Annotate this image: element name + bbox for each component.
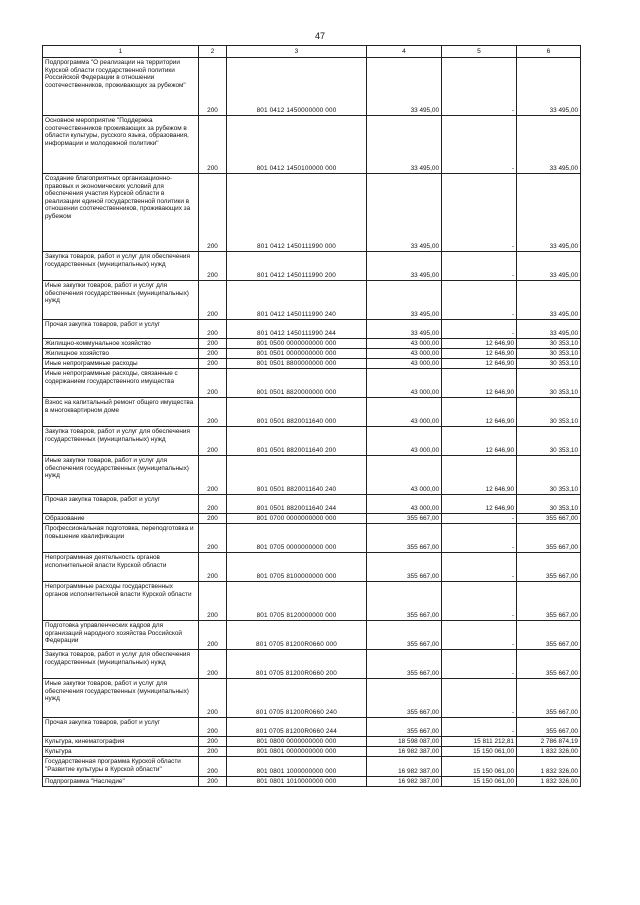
row-amount-cell: 355 667,00 <box>367 679 442 718</box>
row-col2-cell: 200 <box>199 621 227 650</box>
row-code-cell: 801 0705 81200R0660 244 <box>227 718 367 737</box>
row-code-cell: 801 0705 8120000000 000 <box>227 582 367 621</box>
row-name-cell: Непрограммные расходы государственных органов исполнительной власти Курской области <box>43 582 199 621</box>
row-remaining-cell: 30 353,10 <box>517 369 581 398</box>
row-code-cell: 801 0801 1010000000 000 <box>227 777 367 787</box>
row-remaining-cell: 30 353,10 <box>517 495 581 514</box>
row-code-cell: 801 0801 0000000000 000 <box>227 747 367 757</box>
row-code-cell: 801 0800 0000000000 000 <box>227 737 367 747</box>
table-row <box>43 514 581 524</box>
row-name-cell: Жилищно-коммунальное хозяйство <box>43 339 199 349</box>
row-name-cell: Культура <box>43 747 199 757</box>
row-amount-cell: 16 982 387,00 <box>367 747 442 757</box>
row-amount-cell: 43 000,00 <box>367 369 442 398</box>
row-name-cell: Иные непрограммные расходы <box>43 359 199 369</box>
row-amount-cell: 33 495,00 <box>367 116 442 174</box>
row-remaining-cell: 1 832 326,00 <box>517 747 581 757</box>
row-name-cell: Закупка товаров, работ и услуг для обеспечения государственных (муниципальных) нужд <box>43 427 199 456</box>
table-row <box>43 252 581 281</box>
table-row <box>43 718 581 737</box>
row-executed-cell: - <box>442 281 517 320</box>
row-executed-cell: - <box>442 621 517 650</box>
row-amount-cell: 43 000,00 <box>367 495 442 514</box>
row-remaining-cell: 33 495,00 <box>517 58 581 116</box>
row-code-cell: 801 0412 1450100000 000 <box>227 116 367 174</box>
row-col2-cell: 200 <box>199 582 227 621</box>
page-number: 47 <box>314 31 325 41</box>
row-name-cell: Профессиональная подготовка, переподготовка и повышение квалификации <box>43 524 199 553</box>
row-executed-cell: - <box>442 514 517 524</box>
row-amount-cell: 33 495,00 <box>367 174 442 252</box>
row-code-cell: 801 0501 0000000000 000 <box>227 349 367 359</box>
table-row <box>43 58 581 116</box>
row-amount-cell: 33 495,00 <box>367 58 442 116</box>
row-code-cell: 801 0801 1000000000 000 <box>227 757 367 777</box>
table-row <box>43 174 581 252</box>
table-row <box>43 524 581 553</box>
table-row <box>43 320 581 339</box>
table-row <box>43 737 581 747</box>
row-executed-cell: - <box>442 252 517 281</box>
table-row <box>43 679 581 718</box>
column-header: 2 <box>199 46 227 58</box>
row-remaining-cell: 355 667,00 <box>517 582 581 621</box>
row-code-cell: 801 0705 81200R0660 240 <box>227 679 367 718</box>
row-executed-cell: 15 150 061,00 <box>442 777 517 787</box>
row-name-cell: Создание благоприятных организационно-правовых и экономических условий для обеспечения участия Курской области в реализации единой государственной политики в отношении соотечественников, проживающих за рубежом <box>43 174 199 252</box>
row-remaining-cell: 30 353,10 <box>517 349 581 359</box>
row-name-cell: Образование <box>43 514 199 524</box>
row-executed-cell: 12 646,90 <box>442 359 517 369</box>
row-executed-cell: - <box>442 174 517 252</box>
row-code-cell: 801 0412 1450111990 240 <box>227 281 367 320</box>
row-code-cell: 801 0705 81200R0660 200 <box>227 650 367 679</box>
row-remaining-cell: 33 495,00 <box>517 252 581 281</box>
row-col2-cell: 200 <box>199 369 227 398</box>
row-amount-cell: 43 000,00 <box>367 427 442 456</box>
row-amount-cell: 355 667,00 <box>367 514 442 524</box>
row-amount-cell: 33 495,00 <box>367 320 442 339</box>
row-col2-cell: 200 <box>199 398 227 427</box>
row-code-cell: 801 0500 0000000000 000 <box>227 339 367 349</box>
row-executed-cell: 12 646,90 <box>442 456 517 495</box>
row-col2-cell: 200 <box>199 524 227 553</box>
row-amount-cell: 43 000,00 <box>367 398 442 427</box>
row-code-cell: 801 0412 1450000000 000 <box>227 58 367 116</box>
row-amount-cell: 16 982 387,00 <box>367 757 442 777</box>
row-remaining-cell: 33 495,00 <box>517 281 581 320</box>
row-col2-cell: 200 <box>199 757 227 777</box>
row-executed-cell: 12 646,90 <box>442 369 517 398</box>
row-col2-cell: 200 <box>199 650 227 679</box>
row-code-cell: 801 0705 8100000000 000 <box>227 553 367 582</box>
row-col2-cell: 200 <box>199 58 227 116</box>
row-col2-cell: 200 <box>199 737 227 747</box>
row-name-cell: Прочая закупка товаров, работ и услуг <box>43 495 199 514</box>
row-remaining-cell: 2 786 874,19 <box>517 737 581 747</box>
row-remaining-cell: 1 832 326,00 <box>517 777 581 787</box>
row-amount-cell: 33 495,00 <box>367 252 442 281</box>
row-name-cell: Государственная программа Курской области "Развитие культуры в Курской области" <box>43 757 199 777</box>
row-executed-cell: - <box>442 650 517 679</box>
row-executed-cell: - <box>442 679 517 718</box>
column-header: 4 <box>367 46 442 58</box>
row-remaining-cell: 30 353,10 <box>517 359 581 369</box>
row-executed-cell: 12 646,90 <box>442 339 517 349</box>
row-col2-cell: 200 <box>199 252 227 281</box>
row-executed-cell: - <box>442 524 517 553</box>
row-executed-cell: - <box>442 320 517 339</box>
row-code-cell: 801 0705 0000000000 000 <box>227 524 367 553</box>
column-header: 6 <box>517 46 581 58</box>
row-code-cell: 801 0501 8820000000 000 <box>227 369 367 398</box>
row-amount-cell: 43 000,00 <box>367 339 442 349</box>
row-col2-cell: 200 <box>199 747 227 757</box>
row-remaining-cell: 30 353,10 <box>517 456 581 495</box>
row-col2-cell: 200 <box>199 349 227 359</box>
row-remaining-cell: 355 667,00 <box>517 524 581 553</box>
row-col2-cell: 200 <box>199 320 227 339</box>
table-row <box>43 456 581 495</box>
row-col2-cell: 200 <box>199 679 227 718</box>
row-amount-cell: 355 667,00 <box>367 621 442 650</box>
table-row <box>43 398 581 427</box>
row-code-cell: 801 0705 81200R0660 000 <box>227 621 367 650</box>
row-name-cell: Подпрограмма "Наследие" <box>43 777 199 787</box>
row-name-cell: Подготовка управленческих кадров для организаций народного хозяйства Российской Федерации <box>43 621 199 650</box>
row-amount-cell: 355 667,00 <box>367 582 442 621</box>
row-name-cell: Закупка товаров, работ и услуг для обеспечения государственных (муниципальных) нужд <box>43 252 199 281</box>
row-amount-cell: 355 667,00 <box>367 650 442 679</box>
table-row <box>43 582 581 621</box>
table-row <box>43 427 581 456</box>
row-amount-cell: 16 982 387,00 <box>367 777 442 787</box>
table-row <box>43 339 581 349</box>
table-header-row <box>43 46 581 58</box>
row-amount-cell: 43 000,00 <box>367 349 442 359</box>
column-header: 5 <box>442 46 517 58</box>
row-col2-cell: 200 <box>199 339 227 349</box>
row-executed-cell: 15 150 061,00 <box>442 757 517 777</box>
row-amount-cell: 355 667,00 <box>367 553 442 582</box>
table-row <box>43 757 581 777</box>
row-name-cell: Жилищное хозяйство <box>43 349 199 359</box>
column-header: 3 <box>227 46 367 58</box>
row-remaining-cell: 355 667,00 <box>517 621 581 650</box>
row-name-cell: Иные непрограммные расходы, связанные с содержанием государственного имущества <box>43 369 199 398</box>
row-code-cell: 801 0501 8800000000 000 <box>227 359 367 369</box>
row-col2-cell: 200 <box>199 777 227 787</box>
row-col2-cell: 200 <box>199 553 227 582</box>
row-name-cell: Прочая закупка товаров, работ и услуг <box>43 320 199 339</box>
table-row <box>43 650 581 679</box>
table-row <box>43 621 581 650</box>
row-code-cell: 801 0412 1450111990 200 <box>227 252 367 281</box>
row-col2-cell: 200 <box>199 174 227 252</box>
row-executed-cell: 12 646,90 <box>442 398 517 427</box>
row-name-cell: Прочая закупка товаров, работ и услуг <box>43 718 199 737</box>
table-row <box>43 747 581 757</box>
row-remaining-cell: 33 495,00 <box>517 174 581 252</box>
row-remaining-cell: 355 667,00 <box>517 679 581 718</box>
row-name-cell: Иные закупки товаров, работ и услуг для обеспечения государственных (муниципальных) нужд <box>43 456 199 495</box>
row-executed-cell: 12 646,90 <box>442 427 517 456</box>
row-amount-cell: 18 598 087,00 <box>367 737 442 747</box>
row-amount-cell: 355 667,00 <box>367 718 442 737</box>
row-executed-cell: - <box>442 553 517 582</box>
row-col2-cell: 200 <box>199 359 227 369</box>
row-name-cell: Иные закупки товаров, работ и услуг для обеспечения государственных (муниципальных) нужд <box>43 281 199 320</box>
row-executed-cell: - <box>442 582 517 621</box>
table-row <box>43 495 581 514</box>
row-col2-cell: 200 <box>199 495 227 514</box>
row-code-cell: 801 0501 8820011640 240 <box>227 456 367 495</box>
row-executed-cell: - <box>442 58 517 116</box>
row-remaining-cell: 355 667,00 <box>517 718 581 737</box>
row-amount-cell: 355 667,00 <box>367 524 442 553</box>
row-col2-cell: 200 <box>199 427 227 456</box>
row-name-cell: Культура, кинематография <box>43 737 199 747</box>
row-amount-cell: 33 495,00 <box>367 281 442 320</box>
row-remaining-cell: 30 353,10 <box>517 398 581 427</box>
row-remaining-cell: 33 495,00 <box>517 116 581 174</box>
row-name-cell: Иные закупки товаров, работ и услуг для обеспечения государственных (муниципальных) нужд <box>43 679 199 718</box>
row-executed-cell: 12 646,90 <box>442 495 517 514</box>
column-header: 1 <box>43 46 199 58</box>
row-amount-cell: 43 000,00 <box>367 359 442 369</box>
row-name-cell: Непрограммная деятельность органов исполнительной власти Курской области <box>43 553 199 582</box>
row-name-cell: Подпрограмма "О реализации на территории Курской области государственной политики Российской Федерации в отношении соотечественников, проживающих за рубежом" <box>43 58 199 116</box>
table-row <box>43 349 581 359</box>
row-executed-cell: - <box>442 718 517 737</box>
row-code-cell: 801 0412 1450111990 000 <box>227 174 367 252</box>
row-col2-cell: 200 <box>199 116 227 174</box>
row-remaining-cell: 355 667,00 <box>517 514 581 524</box>
row-col2-cell: 200 <box>199 718 227 737</box>
table-row <box>43 777 581 787</box>
row-name-cell: Закупка товаров, работ и услуг для обеспечения государственных (муниципальных) нужд <box>43 650 199 679</box>
row-executed-cell: 15 811 212,81 <box>442 737 517 747</box>
row-executed-cell: 12 646,90 <box>442 349 517 359</box>
table-row <box>43 281 581 320</box>
row-remaining-cell: 33 495,00 <box>517 320 581 339</box>
row-remaining-cell: 30 353,10 <box>517 339 581 349</box>
row-code-cell: 801 0700 0000000000 000 <box>227 514 367 524</box>
row-remaining-cell: 355 667,00 <box>517 650 581 679</box>
row-code-cell: 801 0501 8820011640 244 <box>227 495 367 514</box>
row-name-cell: Взнос на капитальный ремонт общего имущества в многоквартирном доме <box>43 398 199 427</box>
row-name-cell: Основное мероприятие "Поддержка соотечественников проживающих за рубежом в области культуры, русского языка, образования, информации и молодежной политики" <box>43 116 199 174</box>
budget-table <box>42 45 581 787</box>
table-row <box>43 369 581 398</box>
row-col2-cell: 200 <box>199 281 227 320</box>
row-code-cell: 801 0501 8820011640 000 <box>227 398 367 427</box>
row-remaining-cell: 30 353,10 <box>517 427 581 456</box>
row-remaining-cell: 1 832 326,00 <box>517 757 581 777</box>
row-col2-cell: 200 <box>199 456 227 495</box>
table-row <box>43 553 581 582</box>
row-code-cell: 801 0412 1450111990 244 <box>227 320 367 339</box>
row-code-cell: 801 0501 8820011640 200 <box>227 427 367 456</box>
row-executed-cell: 15 150 061,00 <box>442 747 517 757</box>
row-amount-cell: 43 000,00 <box>367 456 442 495</box>
table-row <box>43 116 581 174</box>
row-remaining-cell: 355 667,00 <box>517 553 581 582</box>
row-col2-cell: 200 <box>199 514 227 524</box>
row-executed-cell: - <box>442 116 517 174</box>
table-row <box>43 359 581 369</box>
